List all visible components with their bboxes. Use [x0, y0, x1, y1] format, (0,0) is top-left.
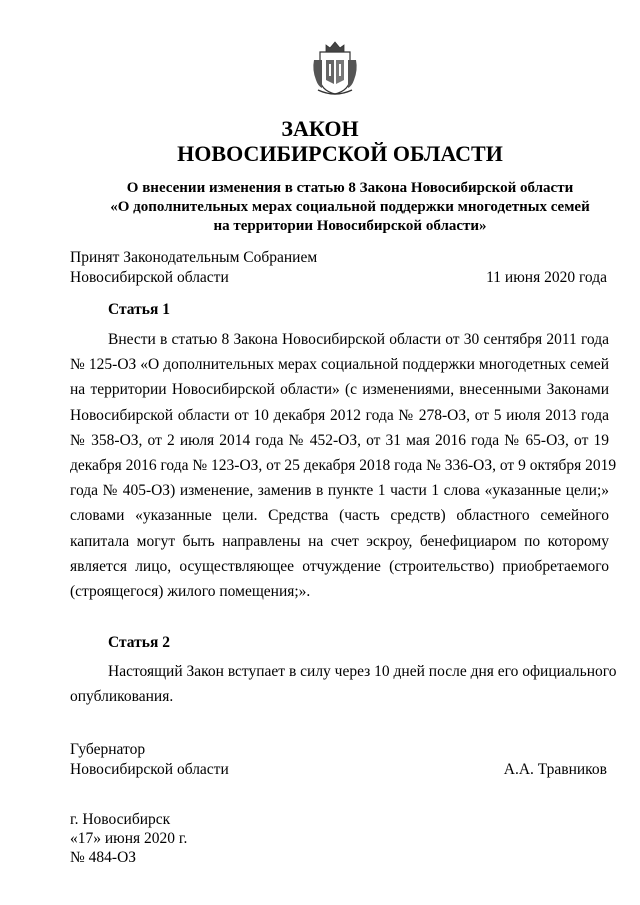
- article-1-line: Новосибирской области от 10 декабря 2012 года № 278-ОЗ, от 5 июля 2013 года: [70, 407, 609, 424]
- adoption-line: Принят Законодательным Собранием: [70, 249, 318, 266]
- adoption-date: 11 июня 2020 года: [486, 269, 607, 286]
- signature-position: Губернатор: [70, 741, 146, 758]
- article-1-heading: Статья 1: [108, 301, 170, 318]
- article-1-line: на территории Новосибирской области» (с изменениями, внесенными Законами: [70, 381, 609, 398]
- article-2-line: опубликования.: [70, 688, 174, 705]
- article-1-line: словами «указанные цели. Средства (часть средств) областного семейного: [70, 507, 609, 524]
- signature-name: А.А. Травников: [503, 761, 607, 778]
- law-subtitle-line: О внесении изменения в статью 8 Закона Новосибирской области: [126, 180, 574, 196]
- article-1-line: капитала могут быть направлены на счет эскроу, бенефициаром по которому: [70, 533, 609, 550]
- article-1-line: № 358-ОЗ, от 2 июля 2014 года № 452-ОЗ, от 31 мая 2016 года № 65-ОЗ, от 19: [70, 432, 609, 449]
- law-subtitle-line: «О дополнительных мерах социальной поддержки многодетных семей: [110, 199, 590, 215]
- law-subtitle-line: на территории Новосибирской области»: [213, 218, 487, 234]
- footer-city: г. Новосибирск: [70, 811, 171, 828]
- article-1-line: № 125-ОЗ «О дополнительных мерах социальной поддержки многодетных семей: [70, 356, 609, 373]
- signature-position: Новосибирской области: [70, 761, 229, 778]
- article-2-heading: Статья 2: [108, 634, 170, 651]
- footer-number: № 484-ОЗ: [70, 849, 137, 866]
- law-region-title: НОВОСИБИРСКОЙ ОБЛАСТИ: [177, 141, 503, 166]
- article-1-line: года № 405-ОЗ) изменение, заменив в пункте 1 части 1 слова «указанные цели;»: [70, 482, 609, 499]
- article-2-line: Настоящий Закон вступает в силу через 10 дней после дня его официального: [108, 663, 617, 680]
- article-1-line: является лицо, осуществляющее отчуждение (строительство) приобретаемого: [70, 558, 609, 575]
- footer-date: «17» июня 2020 г.: [70, 830, 188, 847]
- coat-of-arms-icon: [312, 40, 358, 96]
- article-1-line: (строящегося) жилого помещения;».: [70, 583, 311, 600]
- adoption-line: Новосибирской области: [70, 269, 229, 286]
- law-title: ЗАКОН: [281, 116, 359, 141]
- article-1-line: Внести в статью 8 Закона Новосибирской области от 30 сентября 2011 года: [108, 331, 609, 348]
- article-1-line: декабря 2016 года № 123-ОЗ, от 25 декабря 2018 года № 336-ОЗ, от 9 октября 2019: [70, 457, 617, 474]
